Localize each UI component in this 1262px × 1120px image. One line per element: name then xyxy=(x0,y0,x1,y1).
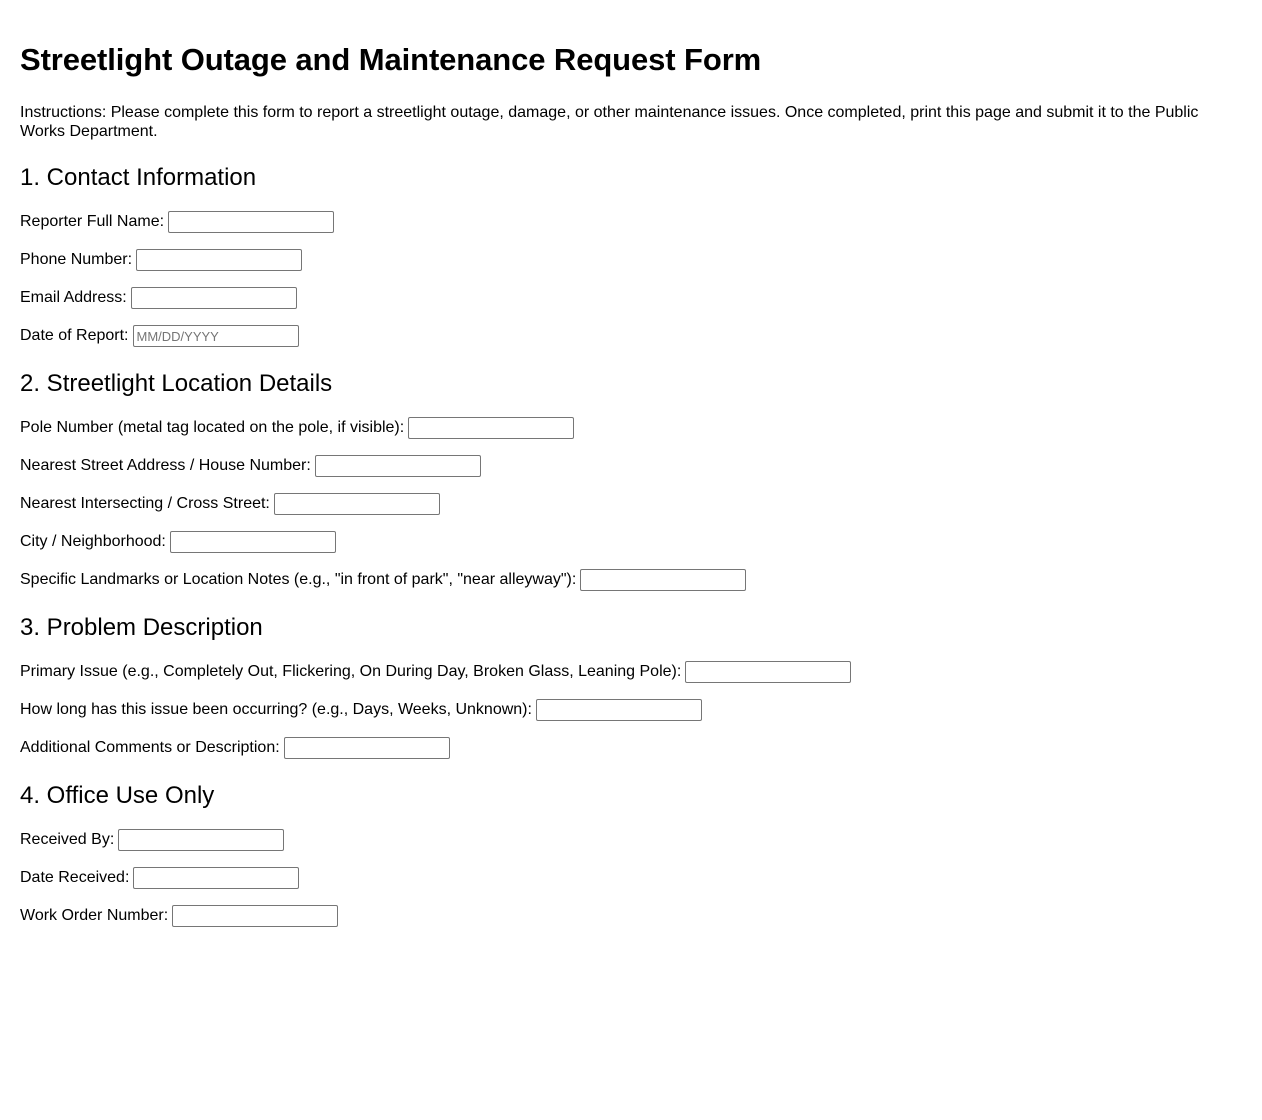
field-row-received-by xyxy=(20,829,1242,851)
field-row-phone-number xyxy=(20,249,1242,271)
instructions-text: Instructions: Please complete this form to report a streetlight outage, damage, or other maintenance issues. Once completed, print this page and submit it to the Public Works Department. xyxy=(20,104,1199,140)
field-label: Email Address: xyxy=(20,289,127,306)
section-problem-description xyxy=(20,613,1242,759)
field-row-city-neighborhood xyxy=(20,531,1242,553)
pole-number-input[interactable] xyxy=(408,417,574,439)
field-label: Date of Report: xyxy=(20,327,129,344)
primary-issue-input[interactable] xyxy=(685,661,851,683)
field-label: Received By: xyxy=(20,831,115,848)
field-row-reporter-name xyxy=(20,211,1242,233)
field-label: Date Received: xyxy=(20,869,130,886)
field-row-issue-duration xyxy=(20,699,1242,721)
date-received-input[interactable] xyxy=(133,867,299,889)
received-by-input[interactable] xyxy=(118,829,284,851)
work-order-number-input[interactable] xyxy=(172,905,338,927)
field-row-pole-number xyxy=(20,417,1242,439)
field-row-street-address xyxy=(20,455,1242,477)
street-address-input[interactable] xyxy=(315,455,481,477)
issue-duration-input[interactable] xyxy=(536,699,702,721)
cross-street-input[interactable] xyxy=(274,493,440,515)
section-heading: 4. Office Use Only xyxy=(20,782,215,809)
field-label: Pole Number (metal tag located on the pole, if visible): xyxy=(20,419,405,436)
date-of-report-input[interactable] xyxy=(133,325,299,347)
field-label: Nearest Intersecting / Cross Street: xyxy=(20,495,270,512)
field-label: Nearest Street Address / House Number: xyxy=(20,457,311,474)
phone-number-input[interactable] xyxy=(136,249,302,271)
field-row-primary-issue xyxy=(20,661,1242,683)
field-label: How long has this issue been occurring? (e.g., Days, Weeks, Unknown): xyxy=(20,701,532,718)
field-row-email-address xyxy=(20,287,1242,309)
field-label: City / Neighborhood: xyxy=(20,533,166,550)
section-heading: 1. Contact Information xyxy=(20,164,257,191)
section-heading: 3. Problem Description xyxy=(20,614,263,641)
field-label: Reporter Full Name: xyxy=(20,213,165,230)
field-row-date-received xyxy=(20,867,1242,889)
field-row-cross-street xyxy=(20,493,1242,515)
additional-comments-input[interactable] xyxy=(284,737,450,759)
section-office-use-only xyxy=(20,781,1242,927)
field-row-work-order-number xyxy=(20,905,1242,927)
field-label: Phone Number: xyxy=(20,251,133,268)
field-label: Work Order Number: xyxy=(20,907,169,924)
section-heading: 2. Streetlight Location Details xyxy=(20,370,333,397)
field-label: Additional Comments or Description: xyxy=(20,739,280,756)
field-label: Specific Landmarks or Location Notes (e.g., "in front of park", "near alleyway"): xyxy=(20,571,577,588)
section-contact-information xyxy=(20,163,1242,347)
city-neighborhood-input[interactable] xyxy=(170,531,336,553)
field-row-date-of-report xyxy=(20,325,1242,347)
field-label: Primary Issue (e.g., Completely Out, Flickering, On During Day, Broken Glass, Leaning Pole): xyxy=(20,663,682,680)
reporter-name-input[interactable] xyxy=(168,211,334,233)
email-address-input[interactable] xyxy=(131,287,297,309)
section-streetlight-location xyxy=(20,369,1242,591)
landmarks-notes-input[interactable] xyxy=(580,569,746,591)
field-row-additional-comments xyxy=(20,737,1242,759)
page-title: Streetlight Outage and Maintenance Request Form xyxy=(20,42,762,77)
field-row-landmarks xyxy=(20,569,1242,591)
